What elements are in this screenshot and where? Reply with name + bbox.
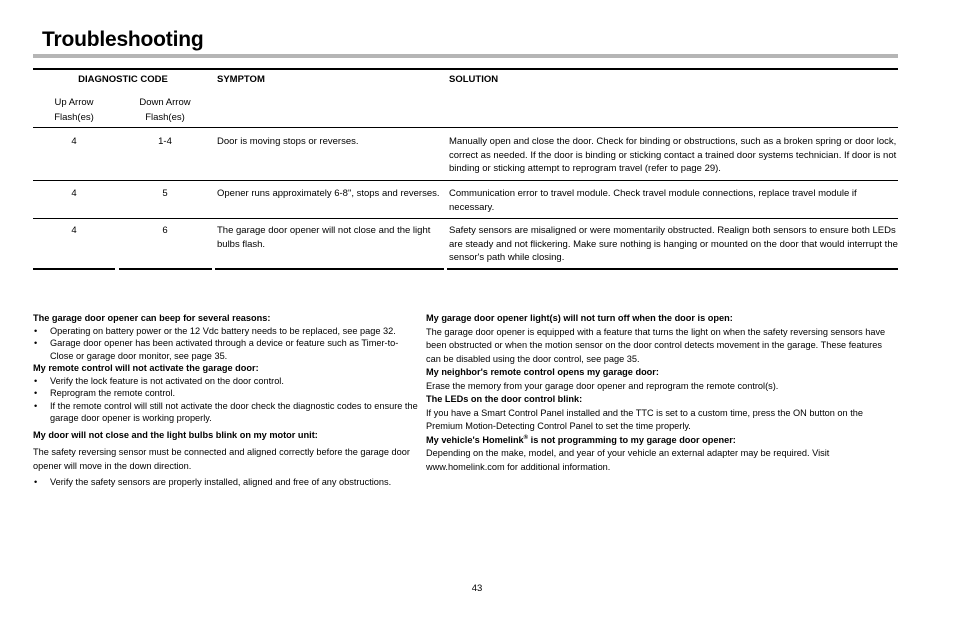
left-column [33, 312, 418, 489]
list-item: • Verify the lock feature is not activated on the door control. [33, 375, 418, 388]
heading-remote: My remote control will not activate the garage door: [33, 363, 259, 373]
paragraph-homelink: Depending on the make, model, and year of your vehicle an external adapter may be required. Visit www.homelink.com for additional information. [426, 448, 830, 472]
list-item: • Verify the safety sensors are properly installed, aligned and free of any obstructions. [33, 476, 418, 489]
row2-symptom: Opener runs approximately 6-8", stops and reverses. [217, 188, 440, 199]
heading-beep: The garage door opener can beep for several reasons: [33, 313, 271, 323]
up-arrow-label: Up Arrow [54, 97, 94, 108]
heading-door-close: My door will not close and the light bulbs blink on my motor unit: [33, 429, 318, 440]
row1-up: 4 [71, 136, 77, 147]
header-down-arrow [120, 95, 210, 125]
homelink-heading-part1: My vehicle's Homelink [426, 434, 524, 445]
row1-down: 1-4 [158, 136, 172, 147]
header-symptom: SYMPTOM [217, 74, 265, 85]
row2-down: 5 [162, 188, 168, 199]
row3-symptom: The garage door opener will not close and the light bulbs flash. [217, 225, 431, 250]
row3-up: 4 [71, 225, 77, 236]
paragraph-leds: If you have a Smart Control Panel installed and the TTC is set to a custom time, press the ON button on the Premium Motion-Detecting Control Panel to set the time properly. [426, 407, 863, 431]
beep-reasons-list [33, 325, 418, 363]
header-diagnostic-code: DIAGNOSTIC CODE [78, 74, 168, 85]
table-bottom-rule-2 [119, 268, 212, 270]
row2-rule [33, 218, 898, 219]
list-item: • If the remote control will still not activate the door check the diagnostic codes to ensure the garage door opener is working properly. [33, 400, 418, 425]
row3-down: 6 [162, 225, 168, 236]
paragraph-neighbor: Erase the memory from your garage door opener and reprogram the remote control(s). [426, 380, 779, 391]
row2-solution: Communication error to travel module. Check travel module connections, replace travel module if necessary. [449, 188, 857, 213]
row1-symptom: Door is moving stops or reverses. [217, 136, 359, 147]
paragraph-safety-sensor: The safety reversing sensor must be connected and aligned correctly before the garage door opener will move in the down direction. [33, 447, 410, 471]
heading-light: My garage door opener light(s) will not turn off when the door is open: [426, 313, 733, 323]
row2-up: 4 [71, 188, 77, 199]
list-item: • Operating on battery power or the 12 Vdc battery needs to be replaced, see page 32. [33, 325, 418, 338]
diagnostic-table [0, 0, 954, 280]
heading-homelink [426, 434, 886, 448]
header-up-arrow [33, 95, 115, 125]
heading-leds: The LEDs on the door control blink: [426, 394, 583, 404]
row3-solution: Safety sensors are misaligned or were momentarily obstructed. Realign both sensors to ensure both LEDs are steady and not flickering. Make sure nothing is hanging or mounted on the door that would interrupt the sensor's path while closing. [449, 225, 898, 263]
page-title: Troubleshooting [42, 28, 204, 51]
list-item: • Garage door opener has been activated through a device or feature such as Timer-to-Close or garage door monitor, see page 35. [33, 337, 418, 362]
paragraph-light: The garage door opener is equipped with a feature that turns the light on when the safety reversing sensors have been obstructed or when the motion sensor on the door control detects movement in the garage. These features can be disabled using the door control, see page 35. [426, 326, 886, 364]
right-column [426, 312, 886, 474]
registered-mark: ® [523, 434, 529, 441]
down-arrow-sub-label: Flash(es) [145, 112, 185, 123]
up-arrow-sub-label: Flash(es) [54, 112, 94, 123]
sensor-list [33, 476, 418, 489]
page-number: 43 [471, 583, 483, 594]
list-item: • Reprogram the remote control. [33, 387, 418, 400]
table-bottom-rule-1 [33, 268, 115, 270]
heading-neighbor: My neighbor's remote control opens my garage door: [426, 367, 659, 377]
row1-rule [33, 180, 898, 181]
table-top-rule [33, 68, 898, 70]
row1-solution: Manually open and close the door. Check for binding or obstructions, such as a broken spring or door lock, correct as needed. If the door is binding or sticking contact a trained door systems technician. If door is not binding or sticking attempt to reprogram travel (refer to page 29). [449, 136, 897, 174]
table-bottom-rule-3 [215, 268, 444, 270]
remote-list [33, 375, 418, 425]
header-solution: SOLUTION [449, 74, 499, 85]
table-bottom-rule-4 [447, 268, 898, 270]
homelink-heading-part2: is not programming to my garage door opener: [528, 434, 736, 445]
header-bottom-rule [33, 127, 898, 128]
down-arrow-label: Down Arrow [139, 97, 191, 108]
